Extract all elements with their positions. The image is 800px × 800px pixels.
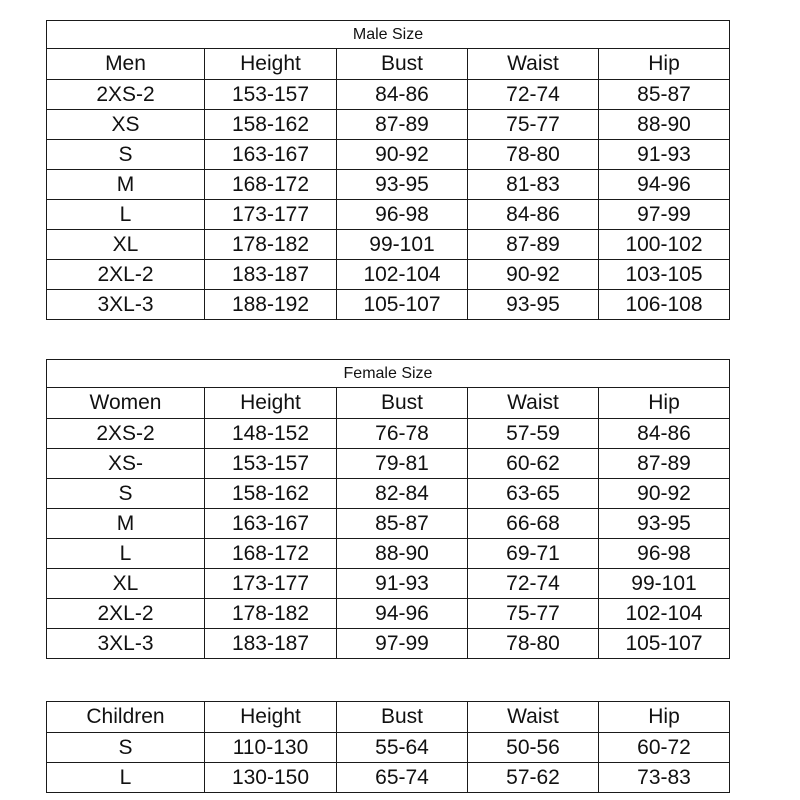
height-cell: 153-157 (205, 449, 337, 479)
column-header: Bust (337, 702, 468, 733)
bust-cell: 88-90 (337, 539, 468, 569)
hip-cell: 94-96 (599, 170, 730, 200)
waist-cell: 50-56 (468, 733, 599, 763)
hip-cell: 60-72 (599, 733, 730, 763)
waist-cell: 75-77 (468, 110, 599, 140)
size-label-cell: 2XL-2 (47, 260, 205, 290)
table-row (47, 449, 730, 479)
hip-cell: 88-90 (599, 110, 730, 140)
hip-cell: 87-89 (599, 449, 730, 479)
height-cell: 158-162 (205, 479, 337, 509)
column-header: Hip (599, 49, 730, 80)
hip-cell: 93-95 (599, 509, 730, 539)
height-cell: 168-172 (205, 170, 337, 200)
table-row (47, 629, 730, 659)
waist-cell: 72-74 (468, 569, 599, 599)
bust-cell: 90-92 (337, 140, 468, 170)
height-cell: 178-182 (205, 230, 337, 260)
waist-cell: 93-95 (468, 290, 599, 320)
height-cell: 163-167 (205, 140, 337, 170)
column-header: Hip (599, 702, 730, 733)
waist-cell: 57-59 (468, 419, 599, 449)
bust-cell: 82-84 (337, 479, 468, 509)
bust-cell: 84-86 (337, 80, 468, 110)
column-header: Waist (468, 702, 599, 733)
column-header: Height (205, 388, 337, 419)
height-cell: 183-187 (205, 260, 337, 290)
size-label-cell: S (47, 479, 205, 509)
size-label-cell: XL (47, 569, 205, 599)
size-label-cell: S (47, 140, 205, 170)
waist-cell: 57-62 (468, 763, 599, 793)
children-size-table (46, 701, 730, 793)
table-row (47, 419, 730, 449)
table-row (47, 509, 730, 539)
hip-cell: 90-92 (599, 479, 730, 509)
size-label-cell: M (47, 509, 205, 539)
hip-cell: 105-107 (599, 629, 730, 659)
height-cell: 163-167 (205, 509, 337, 539)
bust-cell: 85-87 (337, 509, 468, 539)
column-header: Children (47, 702, 205, 733)
bust-cell: 94-96 (337, 599, 468, 629)
female-size-table (46, 359, 730, 659)
table-row (47, 763, 730, 793)
height-cell: 158-162 (205, 110, 337, 140)
table-row (47, 80, 730, 110)
children-header-row (47, 702, 730, 733)
hip-cell: 85-87 (599, 80, 730, 110)
bust-cell: 102-104 (337, 260, 468, 290)
male-size-caption: Male Size (47, 21, 730, 49)
hip-cell: 99-101 (599, 569, 730, 599)
hip-cell: 96-98 (599, 539, 730, 569)
column-header: Women (47, 388, 205, 419)
column-header: Bust (337, 388, 468, 419)
female-header-row (47, 388, 730, 419)
waist-cell: 69-71 (468, 539, 599, 569)
height-cell: 130-150 (205, 763, 337, 793)
bust-cell: 99-101 (337, 230, 468, 260)
table-row (47, 200, 730, 230)
waist-cell: 78-80 (468, 140, 599, 170)
waist-cell: 87-89 (468, 230, 599, 260)
size-label-cell: 2XS-2 (47, 419, 205, 449)
table-row (47, 260, 730, 290)
waist-cell: 72-74 (468, 80, 599, 110)
bust-cell: 55-64 (337, 733, 468, 763)
size-label-cell: S (47, 733, 205, 763)
hip-cell: 91-93 (599, 140, 730, 170)
female-size-caption: Female Size (47, 360, 730, 388)
hip-cell: 84-86 (599, 419, 730, 449)
bust-cell: 96-98 (337, 200, 468, 230)
table-row (47, 599, 730, 629)
size-label-cell: L (47, 539, 205, 569)
size-label-cell: 3XL-3 (47, 629, 205, 659)
size-label-cell: 2XL-2 (47, 599, 205, 629)
table-row (47, 290, 730, 320)
height-cell: 178-182 (205, 599, 337, 629)
height-cell: 188-192 (205, 290, 337, 320)
size-label-cell: 2XS-2 (47, 80, 205, 110)
bust-cell: 76-78 (337, 419, 468, 449)
column-header: Height (205, 49, 337, 80)
table-row (47, 230, 730, 260)
bust-cell: 87-89 (337, 110, 468, 140)
bust-cell: 97-99 (337, 629, 468, 659)
male-header-row (47, 49, 730, 80)
height-cell: 168-172 (205, 539, 337, 569)
bust-cell: 93-95 (337, 170, 468, 200)
waist-cell: 60-62 (468, 449, 599, 479)
column-header: Hip (599, 388, 730, 419)
hip-cell: 73-83 (599, 763, 730, 793)
table-row (47, 569, 730, 599)
hip-cell: 106-108 (599, 290, 730, 320)
height-cell: 183-187 (205, 629, 337, 659)
size-label-cell: 3XL-3 (47, 290, 205, 320)
column-header: Bust (337, 49, 468, 80)
bust-cell: 65-74 (337, 763, 468, 793)
size-label-cell: L (47, 763, 205, 793)
size-label-cell: XL (47, 230, 205, 260)
height-cell: 148-152 (205, 419, 337, 449)
bust-cell: 105-107 (337, 290, 468, 320)
waist-cell: 81-83 (468, 170, 599, 200)
size-label-cell: XS (47, 110, 205, 140)
size-label-cell: L (47, 200, 205, 230)
hip-cell: 103-105 (599, 260, 730, 290)
table-row (47, 140, 730, 170)
table-row (47, 479, 730, 509)
height-cell: 153-157 (205, 80, 337, 110)
column-header: Men (47, 49, 205, 80)
column-header: Height (205, 702, 337, 733)
male-size-table (46, 20, 730, 320)
column-header: Waist (468, 49, 599, 80)
waist-cell: 75-77 (468, 599, 599, 629)
column-header: Waist (468, 388, 599, 419)
size-label-cell: XS- (47, 449, 205, 479)
height-cell: 110-130 (205, 733, 337, 763)
hip-cell: 100-102 (599, 230, 730, 260)
size-label-cell: M (47, 170, 205, 200)
hip-cell: 97-99 (599, 200, 730, 230)
bust-cell: 79-81 (337, 449, 468, 479)
waist-cell: 63-65 (468, 479, 599, 509)
table-row (47, 170, 730, 200)
waist-cell: 90-92 (468, 260, 599, 290)
table-row (47, 539, 730, 569)
hip-cell: 102-104 (599, 599, 730, 629)
bust-cell: 91-93 (337, 569, 468, 599)
height-cell: 173-177 (205, 200, 337, 230)
table-row (47, 733, 730, 763)
waist-cell: 78-80 (468, 629, 599, 659)
height-cell: 173-177 (205, 569, 337, 599)
table-row (47, 110, 730, 140)
waist-cell: 66-68 (468, 509, 599, 539)
waist-cell: 84-86 (468, 200, 599, 230)
